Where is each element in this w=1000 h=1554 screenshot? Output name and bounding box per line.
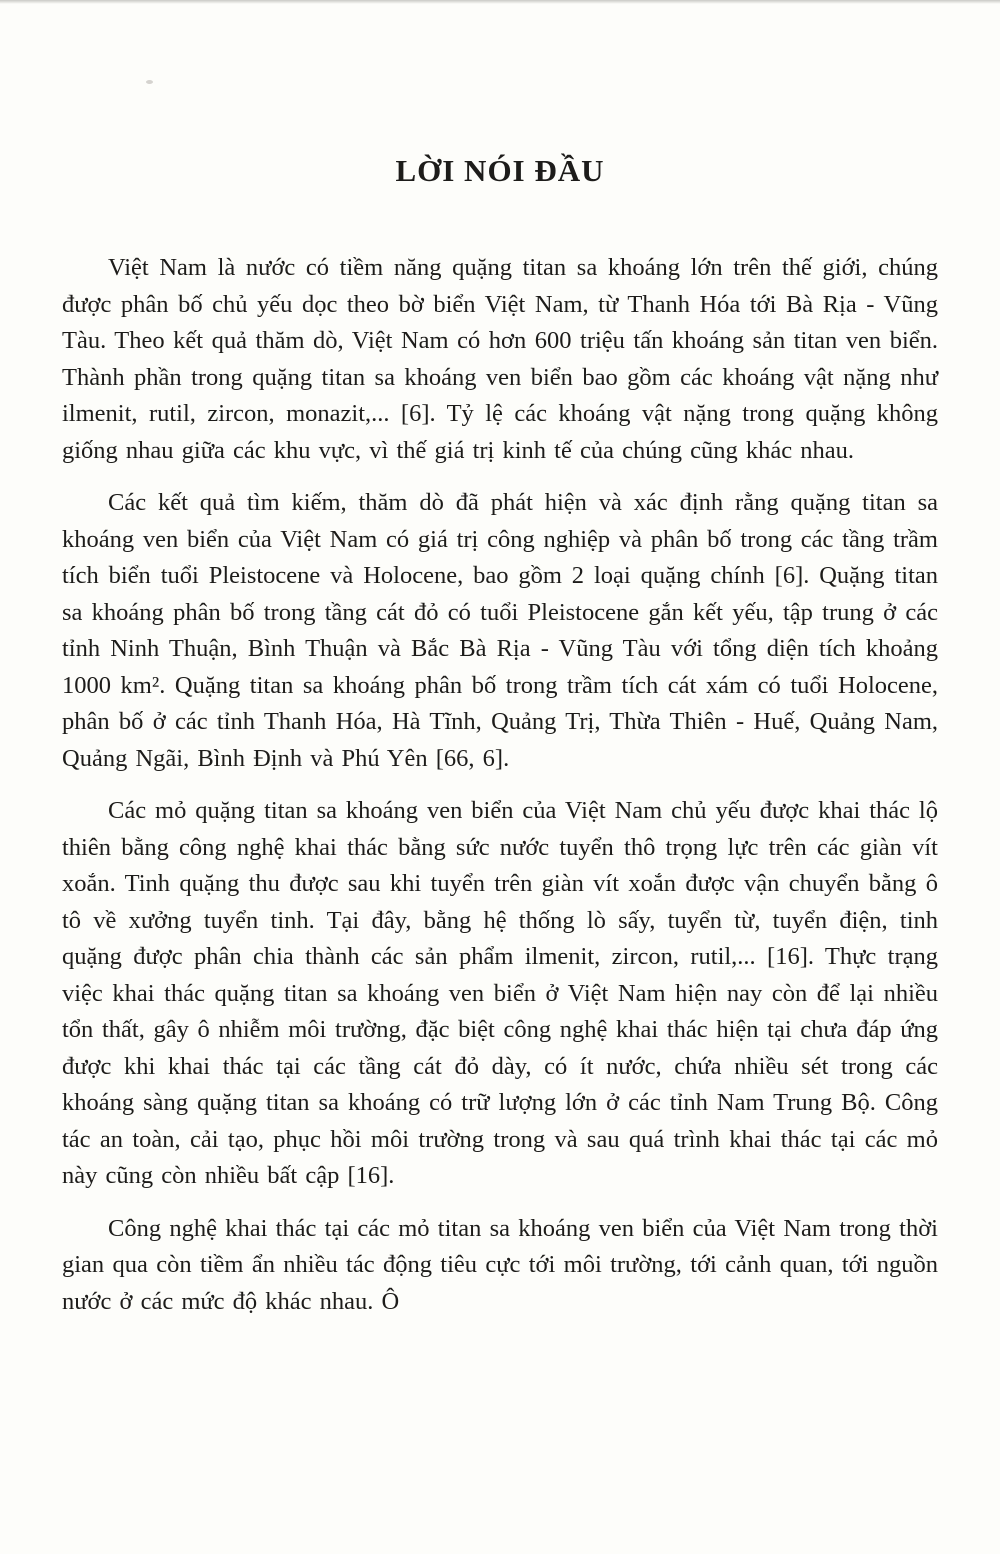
paragraph-2: Các kết quả tìm kiếm, thăm dò đã phát hiện và xác định rằng quặng titan sa khoáng ven biển của Việt Nam có giá trị công nghiệp và phân bố trong các tầng trầm tích biển tuổi Pleistocene và Holocene, bao gồm 2 loại quặng chính [6]. Quặng titan sa khoáng phân bố trong tầng cát đỏ có tuổi Pleistocene gắn kết yếu, tập trung ở các tỉnh Ninh Thuận, Bình Thuận và Bắc Bà Rịa - Vũng Tàu với tổng diện tích khoảng 1000 km². Quặng titan sa khoáng phân bố trong trầm tích cát xám có tuổi Holocene, phân bố ở các tỉnh Thanh Hóa, Hà Tĩnh, Quảng Trị, Thừa Thiên - Huế, Quảng Nam, Quảng Ngãi, Bình Định và Phú Yên [66, 6].: [62, 489, 938, 772]
paragraph-4: Công nghệ khai thác tại các mỏ titan sa khoáng ven biển của Việt Nam trong thời gian qua còn tiềm ẩn nhiều tác động tiêu cực tới môi trường, tới cảnh quan, tới nguồn nước ở các mức độ khác nhau. Ô: [62, 1214, 938, 1315]
page-title: LỜI NÓI ĐẦU: [395, 153, 605, 188]
paragraph-1: Việt Nam là nước có tiềm năng quặng titan sa khoáng lớn trên thế giới, chúng được phân bố chủ yếu dọc theo bờ biển Việt Nam, từ Thanh Hóa tới Bà Rịa - Vũng Tàu. Theo kết quả thăm dò, Việt Nam có hơn 600 triệu tấn khoáng sản titan ven biển. Thành phần trong quặng titan sa khoáng ven biển bao gồm các khoáng vật nặng như ilmenit, rutil, zircon, monazit,... [6]. Tỷ lệ các khoáng vật nặng trong quặng không giống nhau giữa các khu vực, vì thế giá trị kinh tế của chúng cũng khác nhau.: [62, 254, 938, 464]
scan-speck-artifact: [146, 80, 153, 84]
paragraph-3: Các mỏ quặng titan sa khoáng ven biển của Việt Nam chủ yếu được khai thác lộ thiên bằng công nghệ khai thác bằng sức nước tuyển thô trọng lực trên các giàn vít xoắn. Tinh quặng thu được sau khi tuyển trên giàn vít xoắn được vận chuyển bằng ô tô về xưởng tuyển tinh. Tại đây, bằng hệ thống lò sấy, tuyển từ, tuyển điện, tinh quặng được phân chia thành các sản phẩm ilmenit, zircon, rutil,... [16]. Thực trạng việc khai thác quặng titan sa khoáng ven biển ở Việt Nam hiện nay còn để lại nhiều tổn thất, gây ô nhiễm môi trường, đặc biệt công nghệ khai thác hiện tại chưa đáp ứng được khi khai thác tại các tầng cát đỏ dày, có ít nước, chứa nhiều sét trong các khoáng sàng quặng titan sa khoáng có trữ lượng lớn ở các tỉnh Nam Trung Bộ. Công tác an toàn, cải tạo, phục hồi môi trường trong và sau quá trình khai thác tại các mỏ này cũng còn nhiều bất cập [16].: [62, 797, 938, 1189]
scan-edge-artifact: [0, 0, 1000, 4]
body-text: [62, 250, 938, 1320]
